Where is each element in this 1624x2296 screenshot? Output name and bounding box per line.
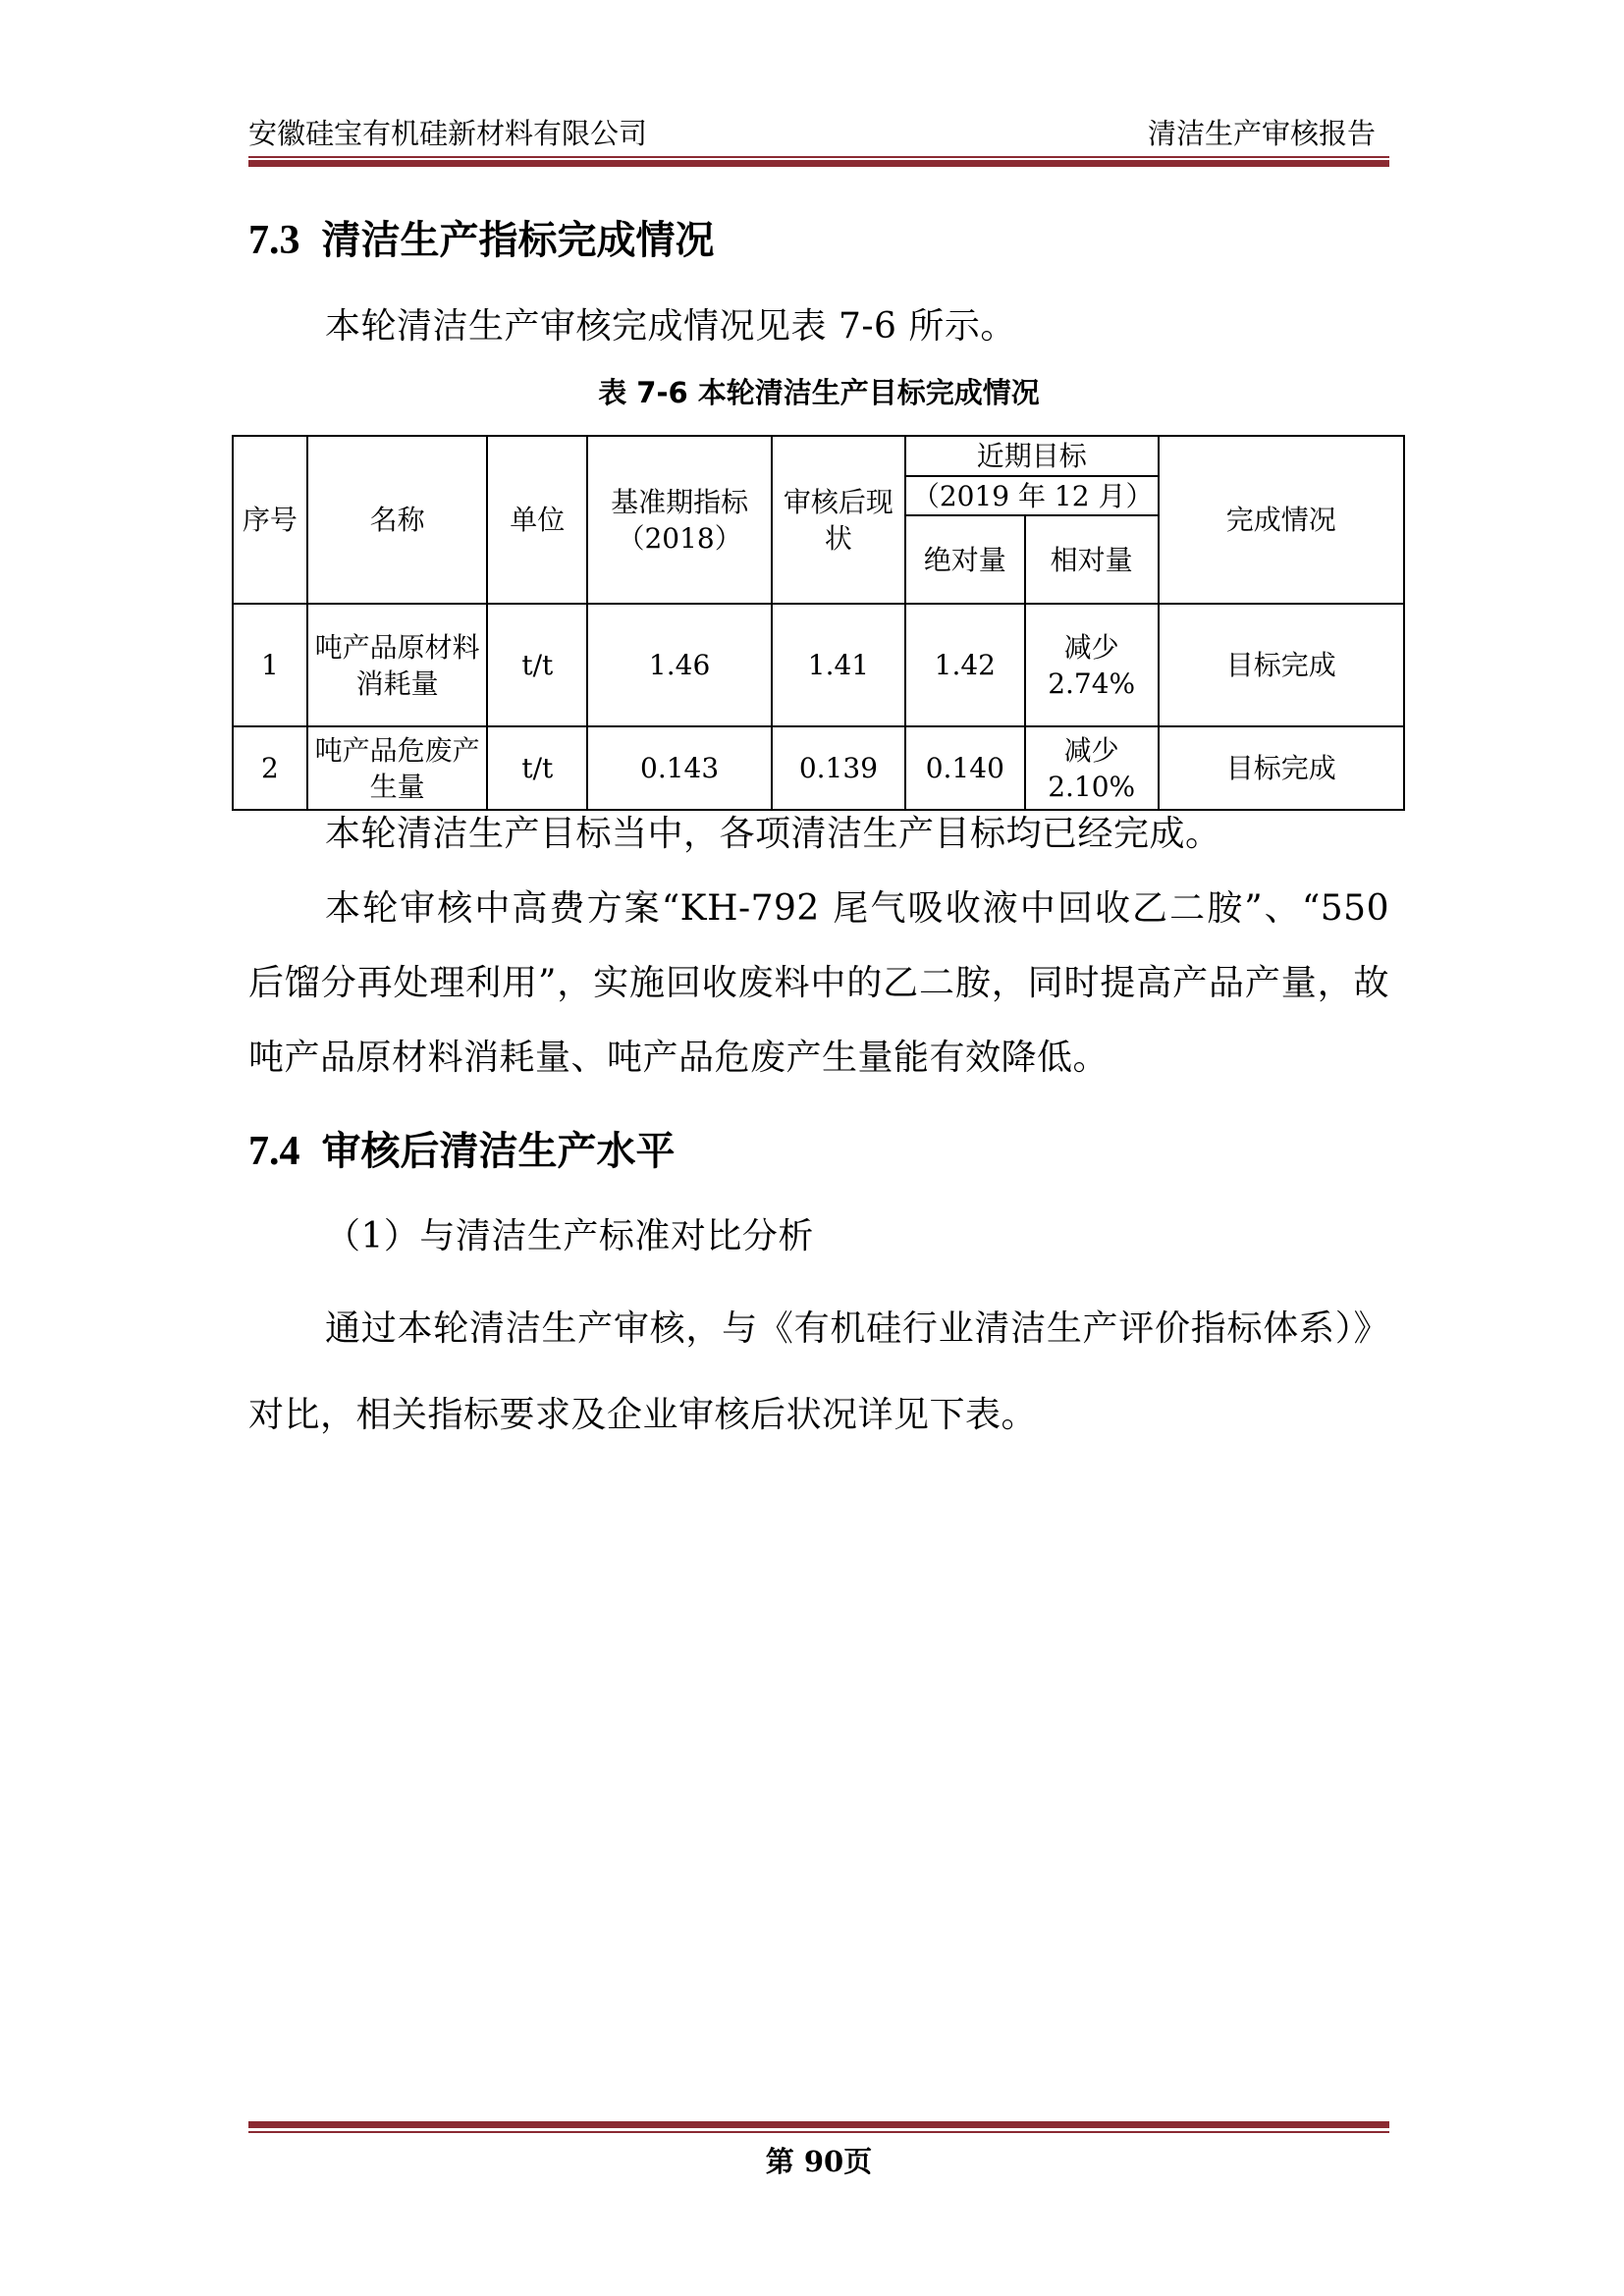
header-relative: 相对量 bbox=[1025, 515, 1159, 604]
header-rule-thick bbox=[248, 160, 1389, 167]
header-target-period: （2019 年 12 月） bbox=[905, 476, 1159, 515]
header-seq: 序号 bbox=[233, 436, 307, 604]
table-row bbox=[233, 604, 1404, 726]
cell-status: 目标完成 bbox=[1159, 726, 1404, 810]
header-status: 完成情况 bbox=[1159, 436, 1404, 604]
cell-absolute: 1.42 bbox=[905, 604, 1025, 726]
header-target: 近期目标 bbox=[905, 436, 1159, 476]
cell-seq: 1 bbox=[233, 604, 307, 726]
paragraph-completion: 本轮清洁生产目标当中，各项清洁生产目标均已经完成。 bbox=[325, 814, 1221, 854]
table-caption: 表 7-6 本轮清洁生产目标完成情况 bbox=[598, 376, 1040, 409]
header-absolute: 绝对量 bbox=[905, 515, 1025, 604]
header-doc-title: 清洁生产审核报告 bbox=[1147, 117, 1376, 150]
cell-seq: 2 bbox=[233, 726, 307, 810]
header-after: 审核后现状 bbox=[772, 436, 905, 604]
footer-rule-thick bbox=[248, 2121, 1389, 2128]
cell-absolute: 0.140 bbox=[905, 726, 1025, 810]
header-company: 安徽硅宝有机硅新材料有限公司 bbox=[248, 117, 648, 150]
page-number: 第 90页 bbox=[765, 2145, 873, 2178]
cell-relative: 减少2.74% bbox=[1025, 604, 1159, 726]
cell-status: 目标完成 bbox=[1159, 604, 1404, 726]
paragraph-schemes: 本轮审核中高费方案“KH-792 尾气吸收液中回收乙二胺”、“550后馏分再处理利用”，实施回收废料中的乙二胺，同时提高产品产量，故吨产品原材料消耗量、吨产品危废产生量能有效降低。 bbox=[248, 888, 1389, 1078]
cell-unit: t/t bbox=[487, 604, 587, 726]
header-unit: 单位 bbox=[487, 436, 587, 604]
cell-baseline: 0.143 bbox=[587, 726, 772, 810]
section-title: 审核后清洁生产水平 bbox=[321, 1129, 676, 1174]
section-number: 7.4 bbox=[248, 1129, 300, 1174]
section-7-4-text: 通过本轮清洁生产审核，与《有机硅行业清洁生产评价指标体系）》对比，相关指标要求及企业审核后状况详见下表。 bbox=[248, 1308, 1389, 1435]
header-name: 名称 bbox=[307, 436, 488, 604]
cell-name: 吨产品原材料消耗量 bbox=[307, 604, 488, 726]
cell-after: 0.139 bbox=[772, 726, 905, 810]
subsection-heading: （1）与清洁生产标准对比分析 bbox=[325, 1216, 814, 1256]
section-7-3-intro: 本轮清洁生产审核完成情况见表 7-6 所示。 bbox=[325, 306, 1016, 347]
cell-baseline: 1.46 bbox=[587, 604, 772, 726]
section-number: 7.3 bbox=[248, 218, 300, 263]
cell-name: 吨产品危废产生量 bbox=[307, 726, 488, 810]
cell-after: 1.41 bbox=[772, 604, 905, 726]
header-rule-thin bbox=[248, 156, 1389, 158]
section-7-4-heading bbox=[248, 1127, 676, 1176]
header-baseline: 基准期指标（2018） bbox=[587, 436, 772, 604]
cell-relative: 减少2.10% bbox=[1025, 726, 1159, 810]
cell-unit: t/t bbox=[487, 726, 587, 810]
section-7-3-heading bbox=[248, 216, 715, 265]
footer-rule-thin bbox=[248, 2131, 1389, 2133]
section-title: 清洁生产指标完成情况 bbox=[321, 218, 715, 263]
target-completion-table bbox=[232, 435, 1405, 811]
